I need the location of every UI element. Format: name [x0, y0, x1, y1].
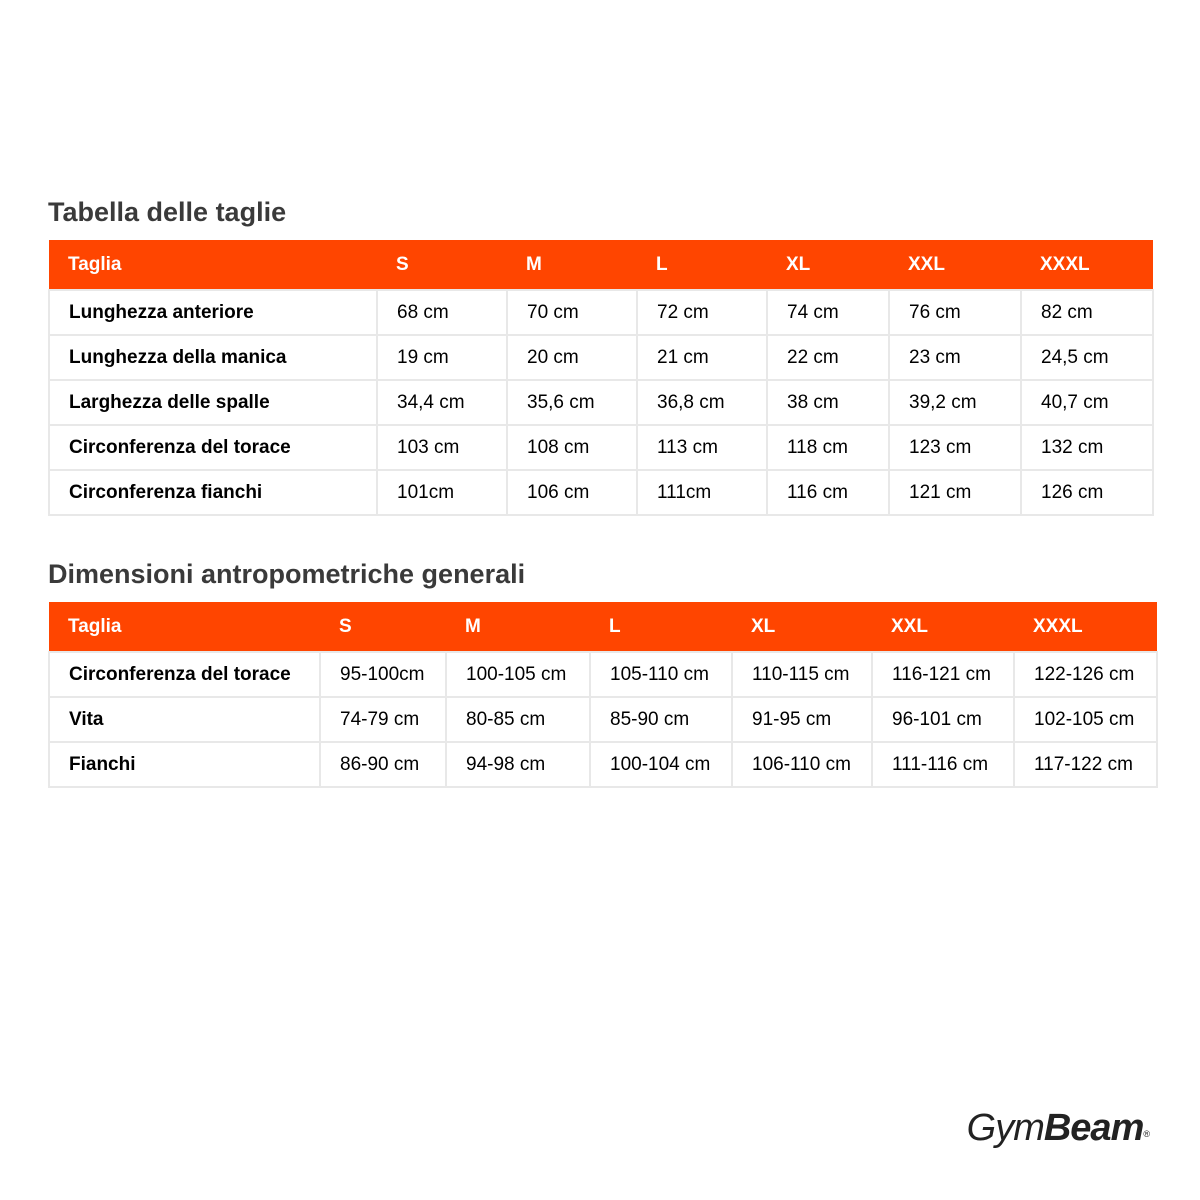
- table-cell: 121 cm: [889, 470, 1021, 515]
- table-row: [49, 425, 1153, 470]
- table-cell: 100-105 cm: [446, 652, 590, 697]
- row-label: Circonferenza fianchi: [49, 470, 377, 515]
- table-cell: 21 cm: [637, 335, 767, 380]
- size-table-header-row: [49, 240, 1153, 290]
- table-cell: 24,5 cm: [1021, 335, 1153, 380]
- column-header: M: [446, 602, 590, 652]
- table-cell: 100-104 cm: [590, 742, 732, 787]
- table-cell: 19 cm: [377, 335, 507, 380]
- table-cell: 126 cm: [1021, 470, 1153, 515]
- column-header: XXXL: [1014, 602, 1157, 652]
- table-cell: 123 cm: [889, 425, 1021, 470]
- table-row: [49, 652, 1157, 697]
- table-cell: 20 cm: [507, 335, 637, 380]
- table-cell: 117-122 cm: [1014, 742, 1157, 787]
- table-cell: 38 cm: [767, 380, 889, 425]
- table-cell: 111cm: [637, 470, 767, 515]
- table-cell: 106-110 cm: [732, 742, 872, 787]
- size-table-title: Tabella delle taglie: [48, 197, 287, 227]
- table-row: [49, 470, 1153, 515]
- table-cell: 94-98 cm: [446, 742, 590, 787]
- column-header: XXL: [889, 240, 1021, 290]
- table-cell: 108 cm: [507, 425, 637, 470]
- table-cell: 80-85 cm: [446, 697, 590, 742]
- row-label: Vita: [49, 697, 320, 742]
- row-label: Fianchi: [49, 742, 320, 787]
- table-cell: 111-116 cm: [872, 742, 1014, 787]
- column-header: Taglia: [49, 602, 320, 652]
- table-cell: 34,4 cm: [377, 380, 507, 425]
- table-cell: 113 cm: [637, 425, 767, 470]
- table-cell: 85-90 cm: [590, 697, 732, 742]
- table-cell: 86-90 cm: [320, 742, 446, 787]
- table-cell: 74 cm: [767, 290, 889, 335]
- table-cell: 106 cm: [507, 470, 637, 515]
- table-cell: 102-105 cm: [1014, 697, 1157, 742]
- column-header: Taglia: [49, 240, 377, 290]
- table-cell: 91-95 cm: [732, 697, 872, 742]
- anthropometric-table-title: Dimensioni antropometriche generali: [48, 559, 526, 589]
- column-header: S: [377, 240, 507, 290]
- logo-text-gym: Gym: [966, 1107, 1044, 1149]
- table-cell: 23 cm: [889, 335, 1021, 380]
- table-cell: 101cm: [377, 470, 507, 515]
- column-header: XXL: [872, 602, 1014, 652]
- table-cell: 76 cm: [889, 290, 1021, 335]
- column-header: L: [590, 602, 732, 652]
- table-cell: 95-100cm: [320, 652, 446, 697]
- table-cell: 72 cm: [637, 290, 767, 335]
- table-row: [49, 335, 1153, 380]
- gymbeam-logo: [967, 1104, 1150, 1152]
- anthropometric-table: [48, 602, 1158, 788]
- row-label: Circonferenza del torace: [49, 425, 377, 470]
- table-cell: 116-121 cm: [872, 652, 1014, 697]
- table-cell: 122-126 cm: [1014, 652, 1157, 697]
- table-row: [49, 697, 1157, 742]
- table-cell: 103 cm: [377, 425, 507, 470]
- column-header: XXXL: [1021, 240, 1153, 290]
- table-cell: 82 cm: [1021, 290, 1153, 335]
- column-header: S: [320, 602, 446, 652]
- registered-mark: ®: [1143, 1129, 1150, 1139]
- table-cell: 35,6 cm: [507, 380, 637, 425]
- table-row: [49, 290, 1153, 335]
- table-cell: 70 cm: [507, 290, 637, 335]
- column-header: XL: [767, 240, 889, 290]
- table-cell: 22 cm: [767, 335, 889, 380]
- table-cell: 39,2 cm: [889, 380, 1021, 425]
- table-cell: 118 cm: [767, 425, 889, 470]
- table-cell: 116 cm: [767, 470, 889, 515]
- column-header: XL: [732, 602, 872, 652]
- table-row: [49, 380, 1153, 425]
- size-table: [48, 240, 1154, 516]
- table-cell: 110-115 cm: [732, 652, 872, 697]
- logo-text-beam: Beam: [1043, 1107, 1144, 1149]
- table-cell: 68 cm: [377, 290, 507, 335]
- column-header: L: [637, 240, 767, 290]
- anthropometric-table-header-row: [49, 602, 1157, 652]
- table-cell: 40,7 cm: [1021, 380, 1153, 425]
- row-label: Larghezza delle spalle: [49, 380, 377, 425]
- table-row: [49, 742, 1157, 787]
- table-cell: 36,8 cm: [637, 380, 767, 425]
- row-label: Lunghezza della manica: [49, 335, 377, 380]
- table-cell: 96-101 cm: [872, 697, 1014, 742]
- row-label: Lunghezza anteriore: [49, 290, 377, 335]
- column-header: M: [507, 240, 637, 290]
- row-label: Circonferenza del torace: [49, 652, 320, 697]
- table-cell: 132 cm: [1021, 425, 1153, 470]
- table-cell: 105-110 cm: [590, 652, 732, 697]
- table-cell: 74-79 cm: [320, 697, 446, 742]
